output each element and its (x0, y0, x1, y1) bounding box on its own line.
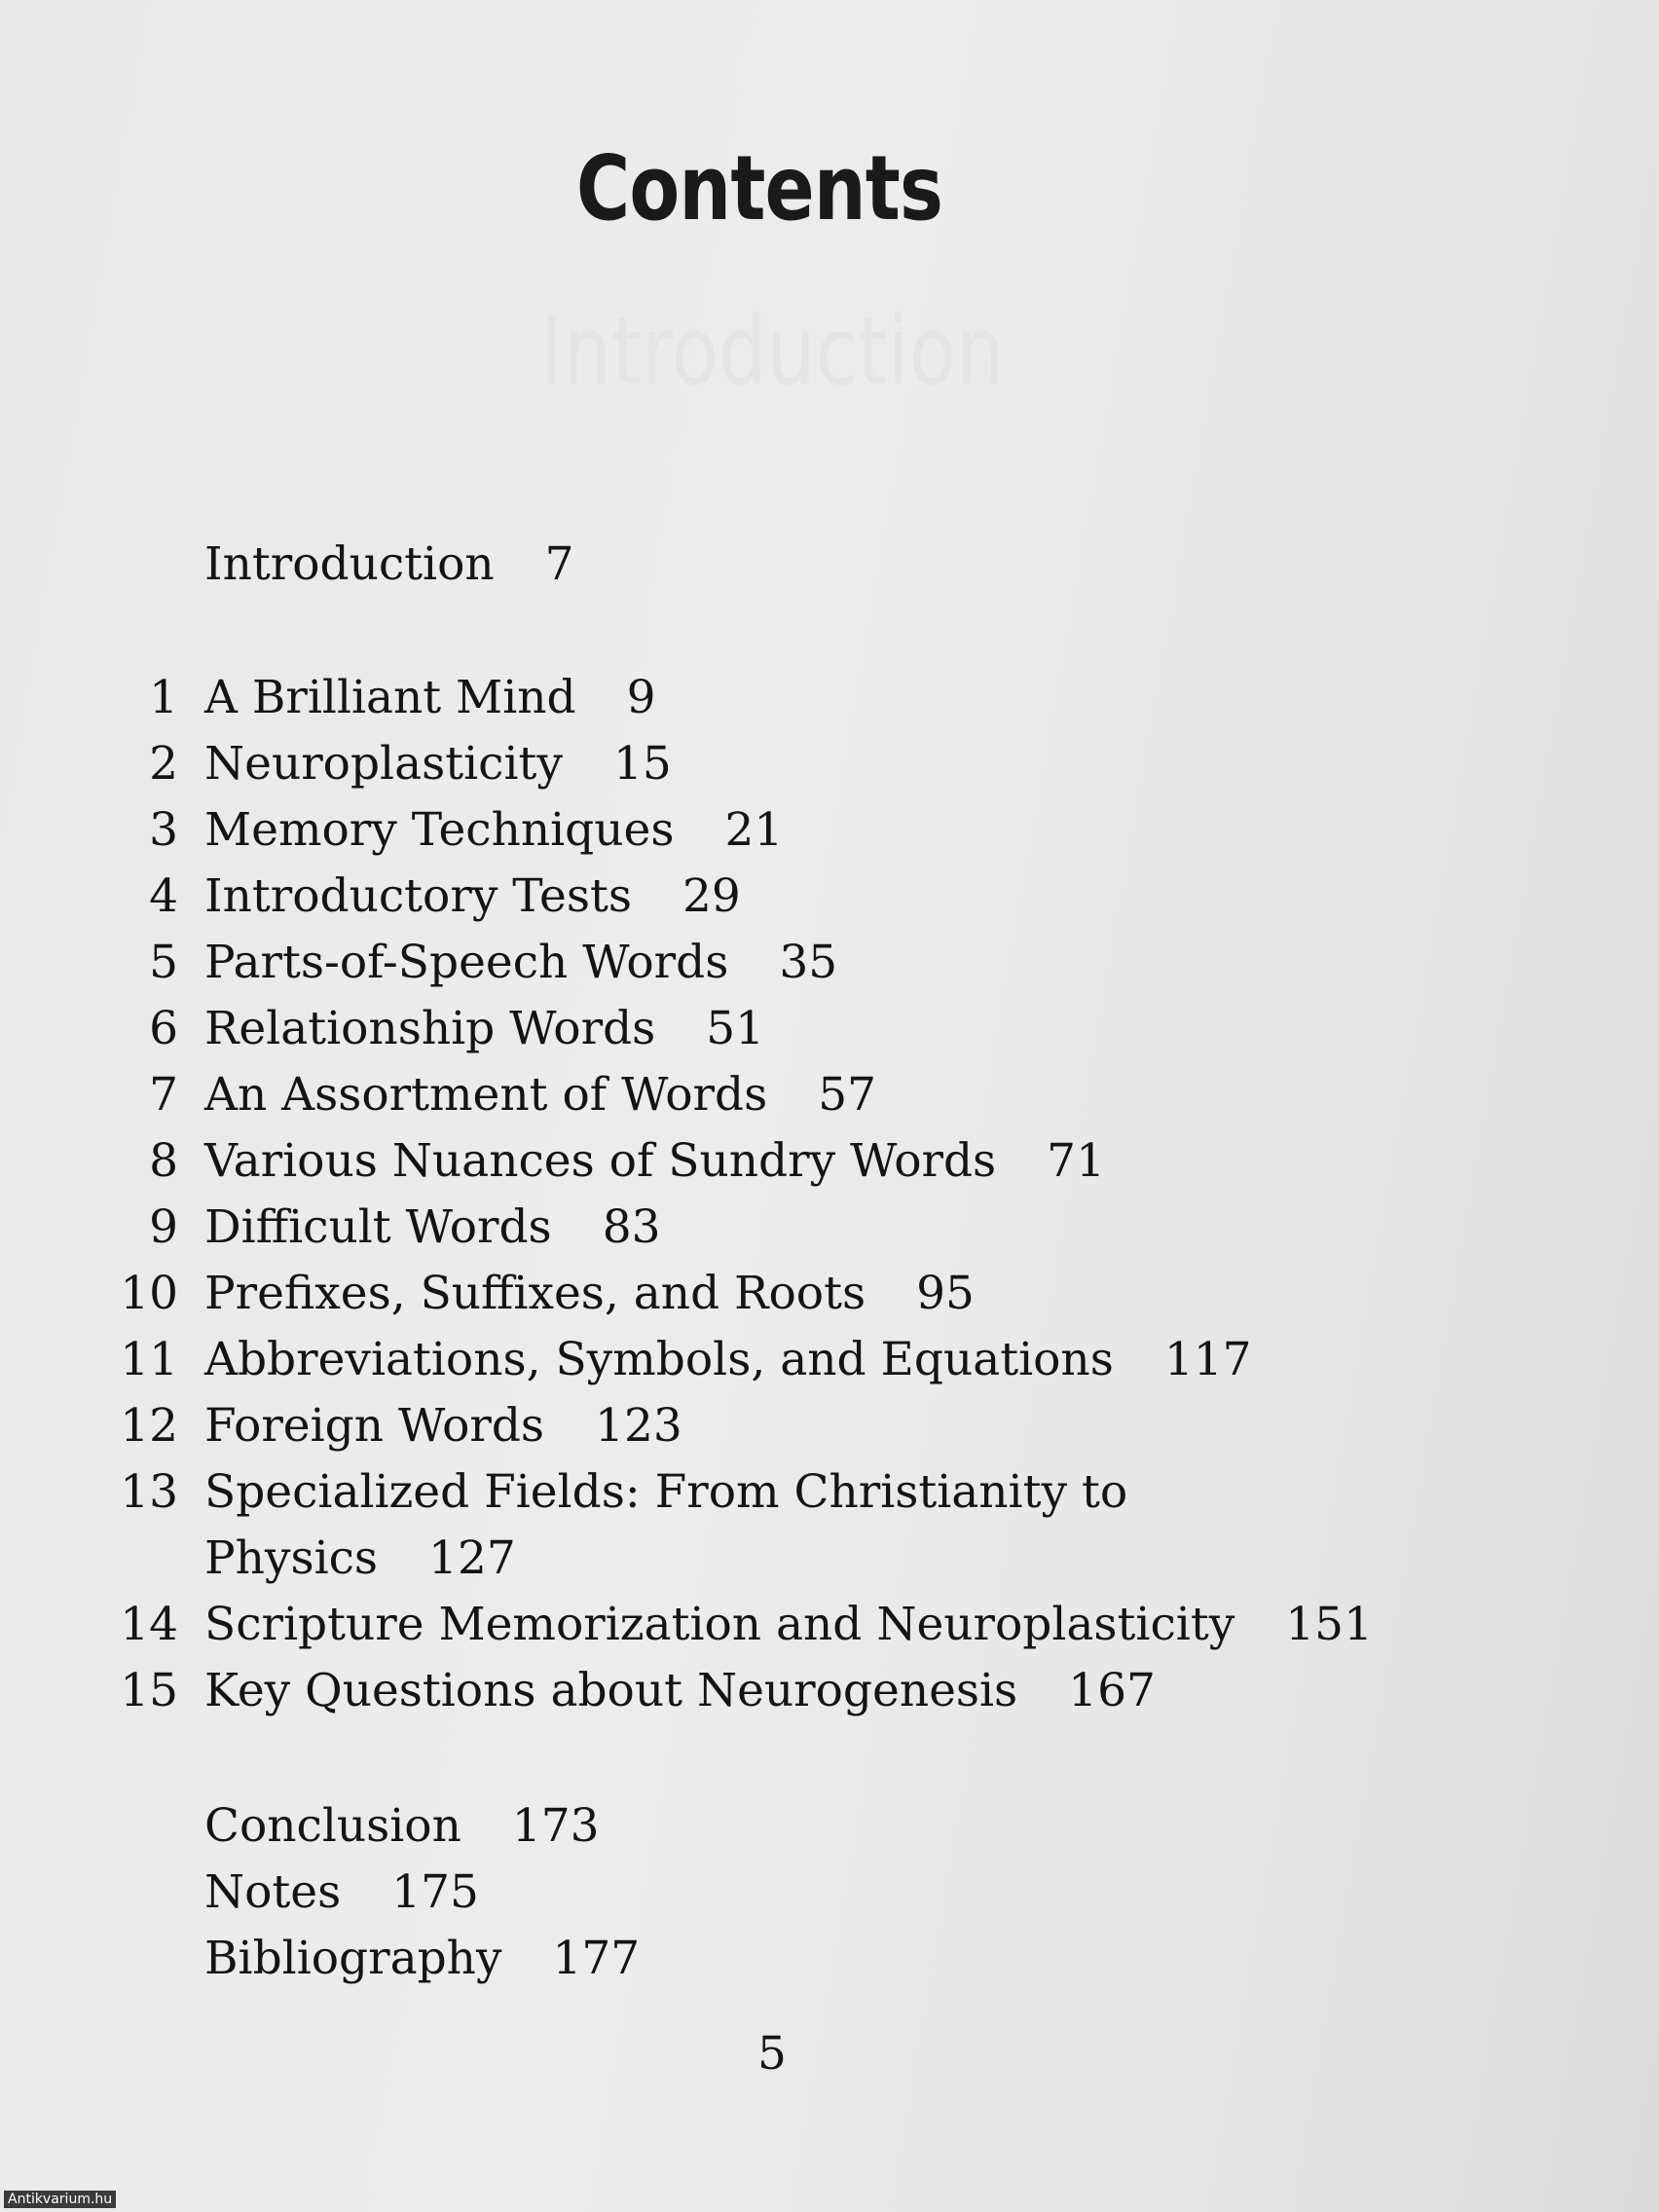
toc-entry-title: Notes (204, 1865, 342, 1919)
chapter-title: Abbreviations, Symbols, and Equations (204, 1333, 1114, 1386)
chapter-page: 15 (612, 737, 672, 791)
chapter-number: 11 (120, 1333, 178, 1386)
chapter-title: Various Nuances of Sundry Words (204, 1134, 997, 1188)
chapter-number: 15 (120, 1664, 178, 1717)
toc-entry-title: Introduction (204, 537, 495, 591)
chapter-title: A Brilliant Mind (204, 671, 576, 724)
chapter-page: 151 (1285, 1598, 1373, 1651)
chapter-number: 9 (149, 1200, 178, 1254)
chapter-number: 4 (149, 869, 178, 923)
chapter-number: 2 (149, 737, 178, 791)
chapter-number: 8 (149, 1134, 178, 1188)
chapter-page: 29 (682, 869, 741, 923)
chapter-title: Foreign Words (204, 1399, 545, 1453)
chapter-title: Specialized Fields: From Christianity to (204, 1465, 1128, 1519)
chapter-page: 127 (428, 1531, 516, 1585)
chapter-page: 83 (602, 1200, 661, 1254)
chapter-title: Introductory Tests (204, 869, 632, 923)
page-number: 5 (757, 2027, 787, 2081)
chapter-title: Scripture Memorization and Neuroplasticity (204, 1598, 1235, 1651)
chapter-title: Difficult Words (204, 1200, 552, 1254)
chapter-page: 57 (818, 1068, 876, 1122)
chapter-number: 13 (120, 1465, 178, 1519)
chapter-title-continued: Physics (204, 1531, 379, 1585)
chapter-title: Prefixes, Suffixes, and Roots (204, 1267, 866, 1320)
chapter-title: Key Questions about Neurogenesis (204, 1664, 1018, 1717)
chapter-number: 10 (120, 1267, 178, 1320)
page-title: Contents (575, 136, 943, 240)
chapter-number: 7 (149, 1068, 178, 1122)
chapter-page: 21 (724, 803, 784, 857)
toc-entry-title: Bibliography (204, 1932, 502, 1985)
show-through-text: Introduction (540, 297, 1005, 406)
chapter-page: 167 (1068, 1664, 1156, 1717)
chapter-page: 117 (1163, 1333, 1252, 1386)
chapter-page: 95 (916, 1267, 975, 1320)
chapter-title: An Assortment of Words (204, 1068, 768, 1122)
chapter-number: 1 (149, 671, 178, 724)
chapter-number: 6 (149, 1002, 178, 1055)
chapter-page: 9 (626, 671, 656, 724)
chapter-number: 3 (149, 803, 178, 857)
watermark-label: Antikvarium.hu (4, 2191, 116, 2208)
chapter-title: Relationship Words (204, 1002, 656, 1055)
chapter-number: 5 (149, 936, 178, 989)
chapter-number: 14 (120, 1598, 178, 1651)
toc-entry-page: 7 (544, 537, 574, 591)
toc-entry-page: 175 (391, 1865, 479, 1919)
chapter-title: Parts-of-Speech Words (204, 936, 729, 989)
chapter-page: 123 (595, 1399, 682, 1453)
chapter-page: 35 (779, 936, 838, 989)
toc-entry-page: 173 (511, 1799, 600, 1853)
chapter-page: 71 (1047, 1134, 1105, 1188)
chapter-title: Memory Techniques (204, 803, 675, 857)
toc-entry-title: Conclusion (204, 1799, 461, 1853)
chapter-title: Neuroplasticity (204, 737, 563, 791)
toc-entry-page: 177 (552, 1932, 641, 1985)
chapter-number: 12 (120, 1399, 178, 1453)
chapter-page: 51 (706, 1002, 765, 1055)
